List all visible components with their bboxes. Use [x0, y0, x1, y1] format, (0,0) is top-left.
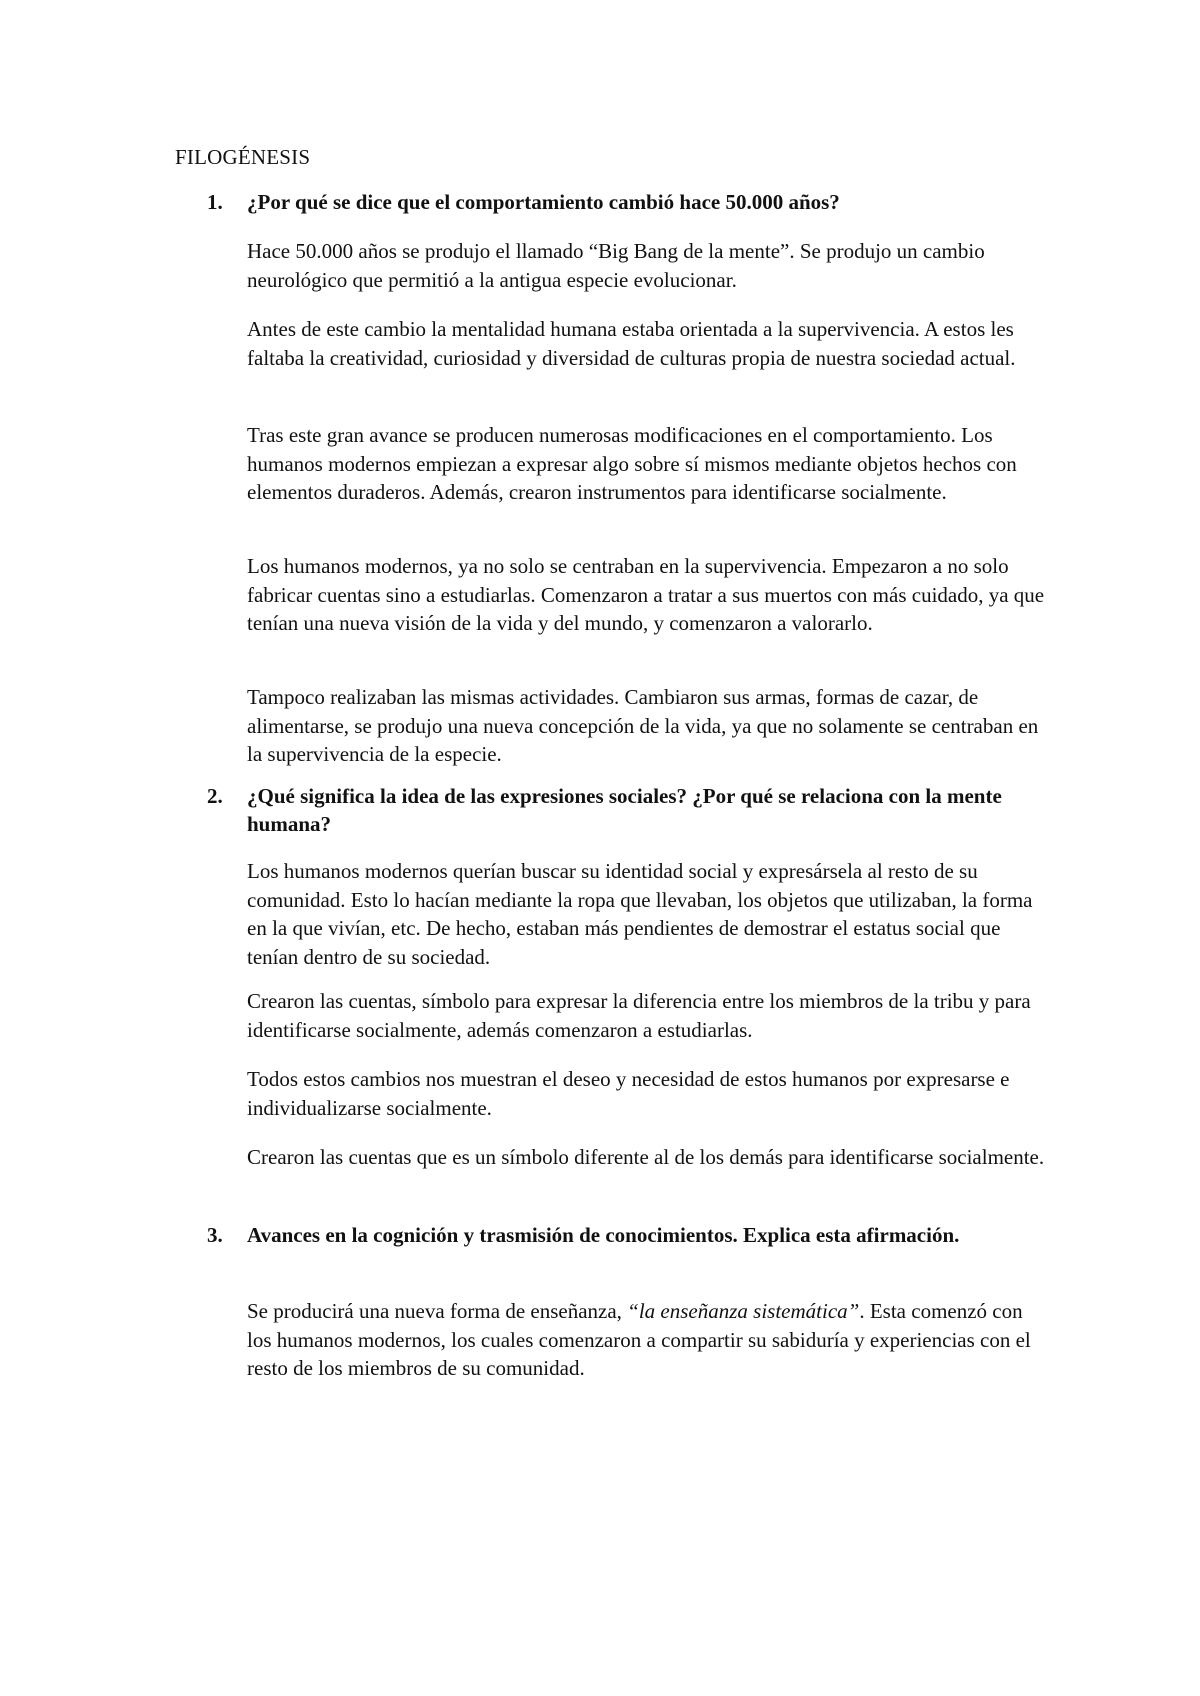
question-number: 3.	[207, 1223, 223, 1247]
answer-paragraph: Hace 50.000 años se produjo el llamado “Big Bang de la mente”. Se produjo un cambio neurológico que permitió a la antigua especie evolucionar.	[247, 239, 985, 292]
answer-paragraph: Todos estos cambios nos muestran el deseo y necesidad de estos humanos por expresarse e individualizarse socialmente.	[247, 1067, 1010, 1120]
answer-paragraph: Tras este gran avance se producen numerosas modificaciones en el comportamiento. Los humanos modernos empiezan a expresar algo sobre sí mismos mediante objetos hechos con elementos duraderos. Además, crearon instrumentos para identificarse socialmente.	[247, 423, 1017, 504]
answer-paragraph	[247, 1297, 1047, 1383]
answer-emphasis: “la enseñanza sistemática”	[627, 1299, 860, 1323]
question-number: 2.	[207, 784, 223, 808]
answer-paragraph: Los humanos modernos, ya no solo se centraban en la supervivencia. Empezaron a no solo fabricar cuentas sino a estudiarlas. Comenzaron a tratar a sus muertos con más cuidado, ya que tenían una nueva visión de la vida y del mundo, y comenzaron a valorarlo.	[247, 554, 1045, 635]
answer-paragraph: Crearon las cuentas que es un símbolo diferente al de los demás para identificarse socialmente.	[247, 1145, 1045, 1169]
question-text: ¿Por qué se dice que el comportamiento cambió hace 50.000 años?	[247, 190, 840, 214]
answer-paragraph: Crearon las cuentas, símbolo para expresar la diferencia entre los miembros de la tribu y para identificarse socialmente, además comenzaron a estudiarlas.	[247, 989, 1031, 1042]
answer-text: . Esta comenzó con los humanos modernos, los cuales comenzaron a compartir su sabiduría y experiencias con el resto de los miembros de su comunidad.	[247, 1299, 1031, 1380]
answer-paragraph: Antes de este cambio la mentalidad humana estaba orientada a la supervivencia. A estos les faltaba la creatividad, curiosidad y diversidad de culturas propia de nuestra sociedad actual.	[247, 317, 1016, 370]
question-number: 1.	[207, 190, 223, 214]
answer-text: Se producirá una nueva forma de enseñanza,	[247, 1299, 628, 1323]
answer-paragraph: Los humanos modernos querían buscar su identidad social y expresársela al resto de su comunidad. Esto lo hacían mediante la ropa que llevaban, los objetos que utilizaban, la forma en la que vivían, etc. De hecho, estaban más pendientes de demostrar el estatus social que tenían dentro de su sociedad.	[247, 859, 1033, 969]
answer-paragraph: Tampoco realizaban las mismas actividades. Cambiaron sus armas, formas de cazar, de alimentarse, se produjo una nueva concepción de la vida, ya que no solamente se centraban en la supervivencia de la especie.	[247, 685, 1039, 766]
question-text: Avances en la cognición y trasmisión de conocimientos. Explica esta afirmación.	[247, 1223, 960, 1247]
question-text: ¿Qué significa la idea de las expresiones sociales? ¿Por qué se relaciona con la mente humana?	[247, 784, 1002, 836]
document-title: FILOGÉNESIS	[175, 145, 311, 169]
